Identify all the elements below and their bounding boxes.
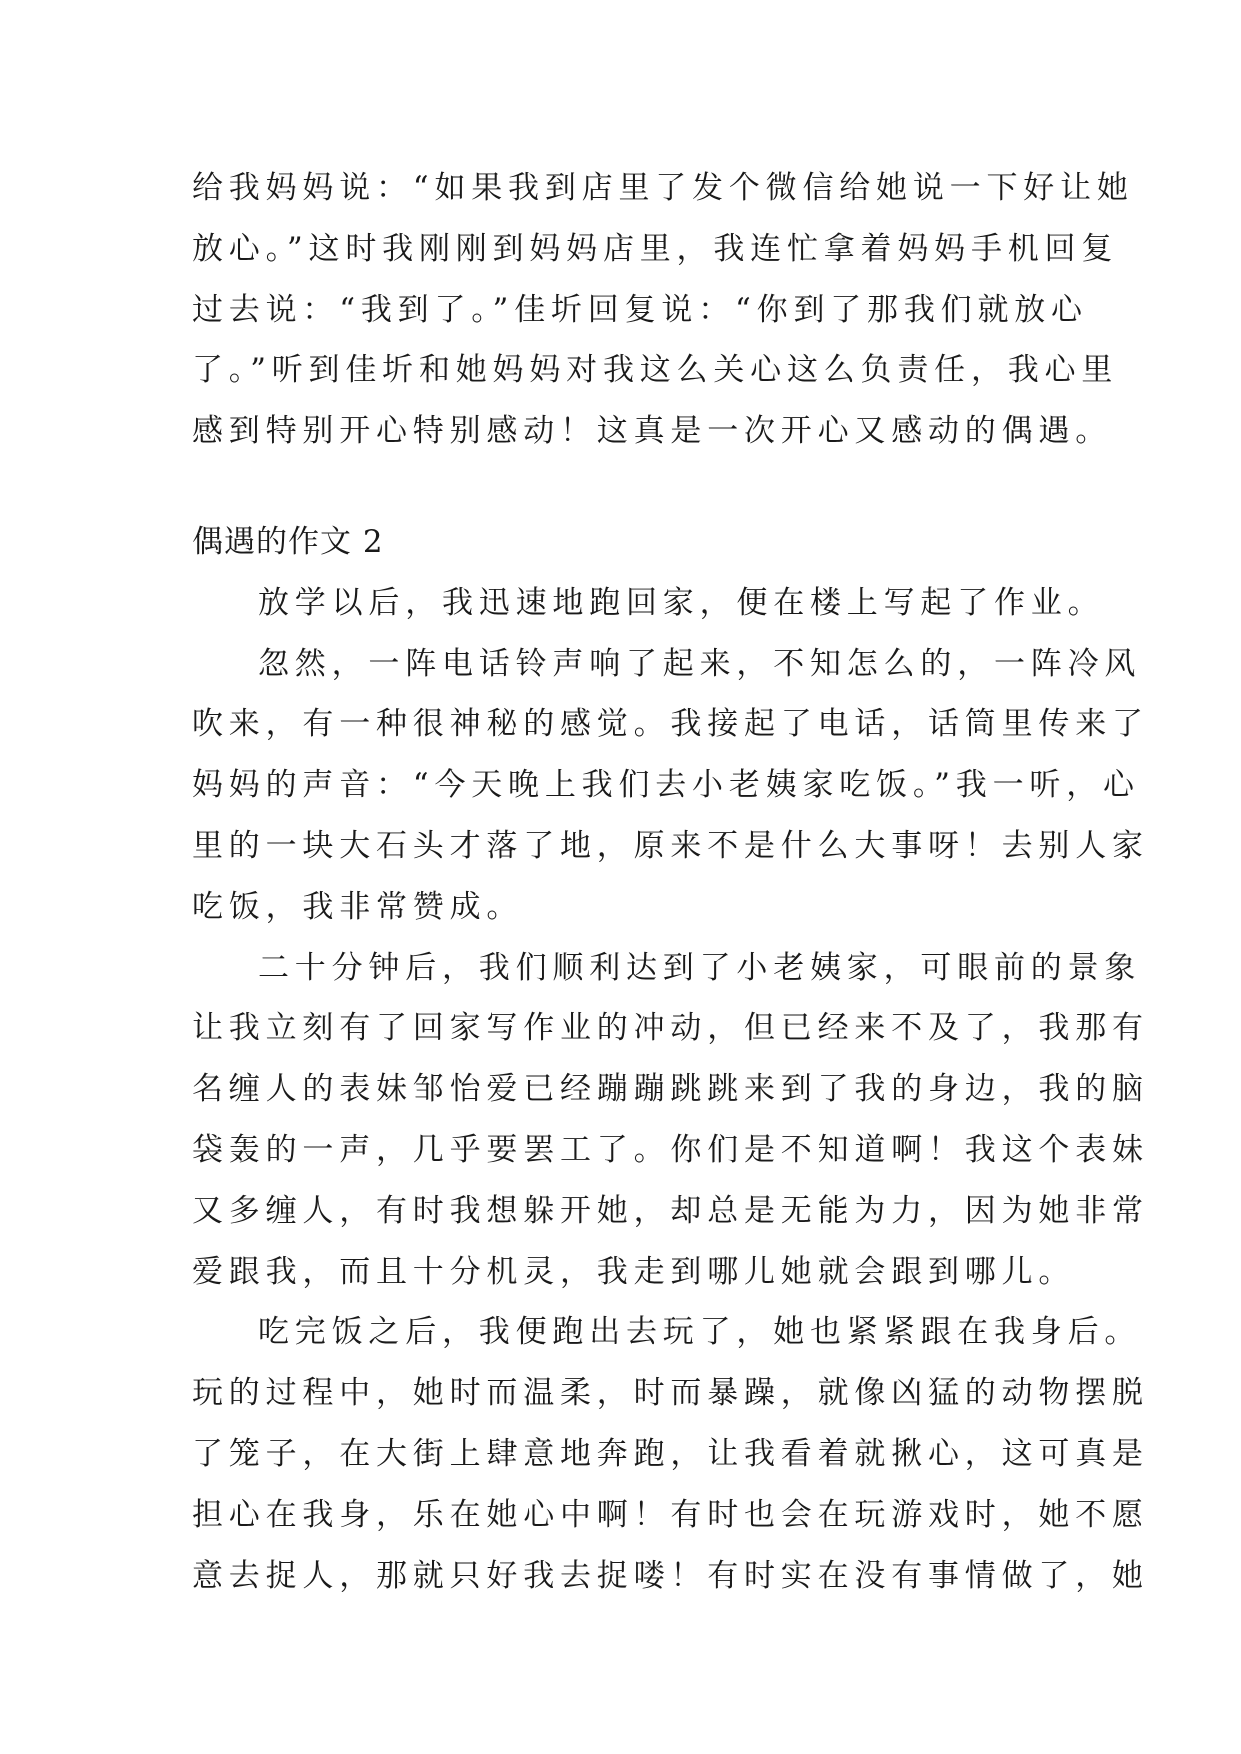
text-line: 玩的过程中，她时而温柔，时而暴躁，就像凶猛的动物摆脱 (192, 1375, 1149, 1412)
text-line: 了笼子，在大街上肆意地奔跑，让我看着就揪心，这可真是 (192, 1435, 1149, 1472)
text-line: 忽然，一阵电话铃声响了起来，不知怎么的，一阵冷风 (258, 645, 1142, 682)
text-line: 吹来，有一种很神秘的感觉。我接起了电话，话筒里传来了 (192, 706, 1149, 743)
text-line: 妈妈的声音：“今天晚上我们去小老姨家吃饭。”我一听，心 (192, 767, 1140, 804)
text-line: 名缠人的表妹邹怡爱已经蹦蹦跳跳来到了我的身边，我的脑 (192, 1071, 1149, 1108)
text-line: 袋轰的一声，几乎要罢工了。你们是不知道啊！我这个表妹 (192, 1131, 1149, 1168)
section-heading: 偶遇的作文 2 (192, 524, 384, 560)
text-line: 意去捉人，那就只好我去捉喽！有时实在没有事情做了，她 (192, 1557, 1149, 1594)
text-line: 吃饭，我非常赞成。 (192, 888, 524, 925)
section-2-text (192, 512, 1149, 1606)
text-line: 给我妈妈说：“如果我到店里了发个微信给她说一下好让她 (192, 170, 1134, 206)
text-line: 放学以后，我迅速地跑回家，便在楼上写起了作业。 (258, 584, 1105, 621)
text-line: 让我立刻有了回家写作业的冲动，但已经来不及了，我那有 (192, 1010, 1149, 1047)
section-1-text (192, 158, 1134, 462)
text-line: 放心。”这时我刚刚到妈妈店里，我连忙拿着妈妈手机回复 (192, 230, 1119, 267)
text-line: 感到特别开心特别感动！这真是一次开心又感动的偶遇。 (192, 413, 1112, 450)
text-line: 担心在我身，乐在她心中啊！有时也会在玩游戏时，她不愿 (192, 1496, 1149, 1533)
text-line: 过去说：“我到了。”佳圻回复说：“你到了那我们就放心 (192, 291, 1088, 328)
text-line: 里的一块大石头才落了地，原来不是什么大事呀！去别人家 (192, 827, 1149, 864)
text-line: 了。”听到佳圻和她妈妈对我这么关心这么负责任，我心里 (192, 352, 1119, 389)
text-line: 爱跟我，而且十分机灵，我走到哪儿她就会跟到哪儿。 (192, 1253, 1076, 1290)
text-line: 吃完饭之后，我便跑出去玩了，她也紧紧跟在我身后。 (258, 1314, 1142, 1351)
text-line: 又多缠人，有时我想躲开她，却总是无能为力，因为她非常 (192, 1192, 1149, 1229)
text-line: 二十分钟后，我们顺利达到了小老姨家，可眼前的景象 (258, 949, 1142, 986)
